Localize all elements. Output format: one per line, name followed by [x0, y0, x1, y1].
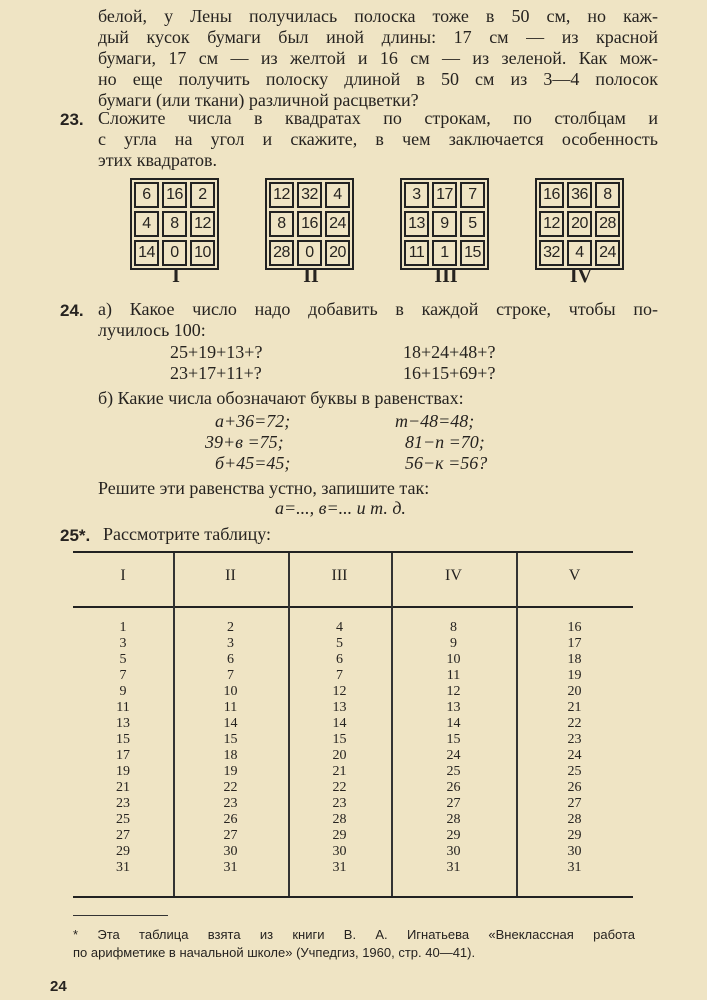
square-cell: 10	[190, 240, 215, 266]
table-cell: 21	[116, 780, 130, 795]
table-cell: 20	[567, 684, 582, 699]
column-header: I	[120, 567, 126, 584]
table-cell: 24	[567, 748, 582, 763]
table-cell: 17	[116, 748, 130, 763]
table-column	[73, 620, 173, 876]
expression: 18+24+48+?	[403, 342, 496, 362]
equation: 81−n =70;	[405, 432, 485, 452]
table-cell: 23	[223, 796, 238, 811]
square-cell: 8	[595, 182, 620, 208]
problem-24-number: 24.	[60, 301, 84, 320]
table-cell: 30	[223, 844, 238, 859]
square-cell: 4	[567, 240, 592, 266]
square-cell: 36	[567, 182, 592, 208]
square-cell: 32	[539, 240, 564, 266]
column-header: III	[331, 567, 348, 584]
text-line: этих квадратов.	[98, 150, 218, 170]
square-cell: 9	[432, 211, 457, 237]
square-cell: 13	[404, 211, 429, 237]
square-cell: 24	[595, 240, 620, 266]
table-cell: 24	[446, 748, 461, 763]
square-cell: 32	[297, 182, 322, 208]
footnote-line: по арифметике в начальной школе» (Учпедгиз, 1960, стр. 40—41).	[73, 945, 476, 960]
square-cell: 11	[404, 240, 429, 266]
table-cell: 31	[223, 860, 238, 875]
text-line: но еще получить полоску длиной в 50 см из 3—4 полосок	[98, 69, 658, 89]
square-cell: 7	[460, 182, 485, 208]
magic-square	[130, 178, 219, 270]
solve-example: a=..., в=... и т. д.	[275, 498, 406, 518]
text-line: с угла на угол и скажите, в чем заключается особенность	[98, 129, 658, 149]
square-label: IV	[569, 265, 593, 287]
table-cell: 15	[446, 732, 461, 747]
table-cell: 28	[446, 812, 461, 827]
equation: m−48=48;	[395, 411, 475, 431]
table-cell: 25	[567, 764, 582, 779]
square-cell: 20	[567, 211, 592, 237]
square-cell: 17	[432, 182, 457, 208]
text-line: бумаги (или ткани) различной расцветки?	[98, 90, 419, 110]
table-cell: 15	[332, 732, 347, 747]
problem-25-number: 25*.	[60, 526, 91, 545]
table-cell: 13	[446, 700, 461, 715]
table-cell: 21	[332, 764, 347, 779]
table-cell: 14	[223, 716, 238, 731]
table-cell: 27	[116, 828, 130, 843]
square-cell: 14	[134, 240, 159, 266]
magic-square	[265, 178, 354, 270]
table-cell: 6	[336, 652, 343, 667]
numbers-table	[73, 551, 633, 898]
table-cell: 10	[446, 652, 461, 667]
square-cell: 15	[460, 240, 485, 266]
table-cell: 9	[450, 636, 457, 651]
square-cell: 20	[325, 240, 350, 266]
expression: 25+19+13+?	[170, 342, 263, 362]
table-cell: 8	[450, 620, 457, 635]
intro-paragraph	[98, 6, 658, 111]
table-cell: 5	[336, 636, 343, 651]
table-cell: 10	[223, 684, 238, 699]
square-cell: 24	[325, 211, 350, 237]
square-cell: 12	[190, 211, 215, 237]
square-cell: 3	[404, 182, 429, 208]
text-line: Сложите числа в квадратах по строкам, по столбцам и	[98, 108, 658, 128]
table-cell: 6	[227, 652, 234, 667]
table-cell: 14	[446, 716, 461, 731]
table-cell: 19	[116, 764, 130, 779]
text-line: а) Какое число надо добавить в каждой строке, чтобы по-	[98, 299, 658, 319]
table-cell: 11	[446, 668, 461, 683]
equation: 39+в =75;	[205, 432, 284, 452]
table-cell: 13	[332, 700, 347, 715]
table-cell: 9	[119, 684, 127, 699]
table-cell: 25	[446, 764, 461, 779]
table-cell: 29	[567, 828, 582, 843]
footnote-line: * Эта таблица взята из книги В. А. Игнатьева «Внеклассная работа	[73, 927, 635, 942]
square-cell: 12	[269, 182, 294, 208]
square-label: II	[303, 265, 319, 287]
magic-square	[535, 178, 624, 270]
square-label: III	[434, 265, 458, 287]
table-cell: 7	[119, 668, 127, 683]
table-cell: 22	[223, 780, 238, 795]
square-cell: 8	[162, 211, 187, 237]
table-cell: 30	[567, 844, 582, 859]
table-cell: 1	[119, 620, 127, 635]
square-cell: 0	[162, 240, 187, 266]
problem-23-number: 23.	[60, 110, 84, 129]
table-column	[288, 620, 391, 876]
text-line: лучилось 100:	[98, 320, 206, 340]
square-cell: 16	[297, 211, 322, 237]
table-cell: 26	[567, 780, 582, 795]
table-cell: 23	[567, 732, 582, 747]
equation: 56−к =56?	[405, 453, 488, 473]
table-cell: 18	[223, 748, 238, 763]
table-cell: 15	[223, 732, 238, 747]
table-cell: 12	[332, 684, 347, 699]
table-cell: 5	[119, 652, 127, 667]
table-cell: 26	[446, 780, 461, 795]
table-cell: 3	[227, 636, 234, 651]
table-cell: 27	[446, 796, 461, 811]
table-cell: 15	[116, 732, 130, 747]
text-line: дый кусок бумаги был иной длины: 17 см — из красной	[98, 27, 658, 47]
table-cell: 11	[223, 700, 238, 715]
table-cell: 12	[446, 684, 461, 699]
problem-24b-text: б) Какие числа обозначают буквы в равенствах:	[98, 388, 464, 408]
table-cell: 7	[336, 668, 343, 683]
square-label: I	[172, 265, 180, 287]
square-cell: 28	[595, 211, 620, 237]
table-cell: 22	[567, 716, 582, 731]
square-cell: 4	[134, 211, 159, 237]
table-cell: 27	[567, 796, 582, 811]
table-cell: 30	[332, 844, 347, 859]
problem-23-text	[98, 108, 658, 171]
table-cell: 19	[223, 764, 238, 779]
table-cell: 28	[332, 812, 347, 827]
table-cell: 28	[567, 812, 582, 827]
table-cell: 29	[446, 828, 461, 843]
square-cell: 2	[190, 182, 215, 208]
table-cell: 17	[567, 636, 582, 651]
square-cell: 16	[162, 182, 187, 208]
table-cell: 31	[332, 860, 347, 875]
table-cell: 29	[332, 828, 347, 843]
square-cell: 8	[269, 211, 294, 237]
square-cell: 16	[539, 182, 564, 208]
table-cell: 31	[567, 860, 582, 875]
footnote-rule	[73, 915, 168, 916]
expression: 23+17+11+?	[170, 363, 262, 383]
table-cell: 21	[567, 700, 582, 715]
square-cell: 28	[269, 240, 294, 266]
table-cell: 26	[223, 812, 238, 827]
table-cell: 3	[119, 636, 127, 651]
expression: 16+15+69+?	[403, 363, 496, 383]
column-header: IV	[445, 567, 462, 584]
square-cell: 0	[297, 240, 322, 266]
table-cell: 31	[446, 860, 461, 875]
equation: б+45=45;	[215, 453, 291, 473]
table-cell: 25	[116, 812, 130, 827]
text-line: бумаги, 17 см — из желтой и 16 см — из зеленой. Как мож-	[98, 48, 658, 68]
table-cell: 30	[446, 844, 461, 859]
square-cell: 12	[539, 211, 564, 237]
table-cell: 14	[332, 716, 347, 731]
table-cell: 29	[116, 844, 130, 859]
column-header: V	[568, 567, 581, 584]
table-cell: 27	[223, 828, 238, 843]
table-column	[391, 620, 516, 876]
footnote	[73, 926, 635, 962]
column-header: II	[225, 567, 236, 584]
table-cell: 16	[567, 620, 582, 635]
solve-instruction: Решите эти равенства устно, запишите так:	[98, 478, 430, 498]
table-cell: 7	[227, 668, 234, 683]
table-cell: 18	[567, 652, 582, 667]
table-cell: 2	[227, 620, 234, 635]
page-number: 24	[50, 978, 67, 995]
table-cell: 22	[332, 780, 347, 795]
problem-24a-text	[98, 299, 658, 341]
table-column	[516, 620, 633, 876]
table-cell: 11	[116, 700, 130, 715]
table-cell: 13	[116, 716, 130, 731]
square-cell: 4	[325, 182, 350, 208]
equation: a+36=72;	[215, 411, 291, 431]
table-column	[173, 620, 288, 876]
problem-25-text: Рассмотрите таблицу:	[103, 524, 272, 544]
table-cell: 23	[116, 796, 130, 811]
square-cell: 5	[460, 211, 485, 237]
table-cell: 19	[567, 668, 582, 683]
text-line: белой, у Лены получилась полоска тоже в 50 см, но каж-	[98, 6, 658, 26]
table-cell: 31	[116, 860, 130, 875]
square-cell: 1	[432, 240, 457, 266]
table-cell: 23	[332, 796, 347, 811]
table-cell: 20	[332, 748, 347, 763]
table-cell: 4	[336, 620, 343, 635]
square-cell: 6	[134, 182, 159, 208]
magic-square	[400, 178, 489, 270]
